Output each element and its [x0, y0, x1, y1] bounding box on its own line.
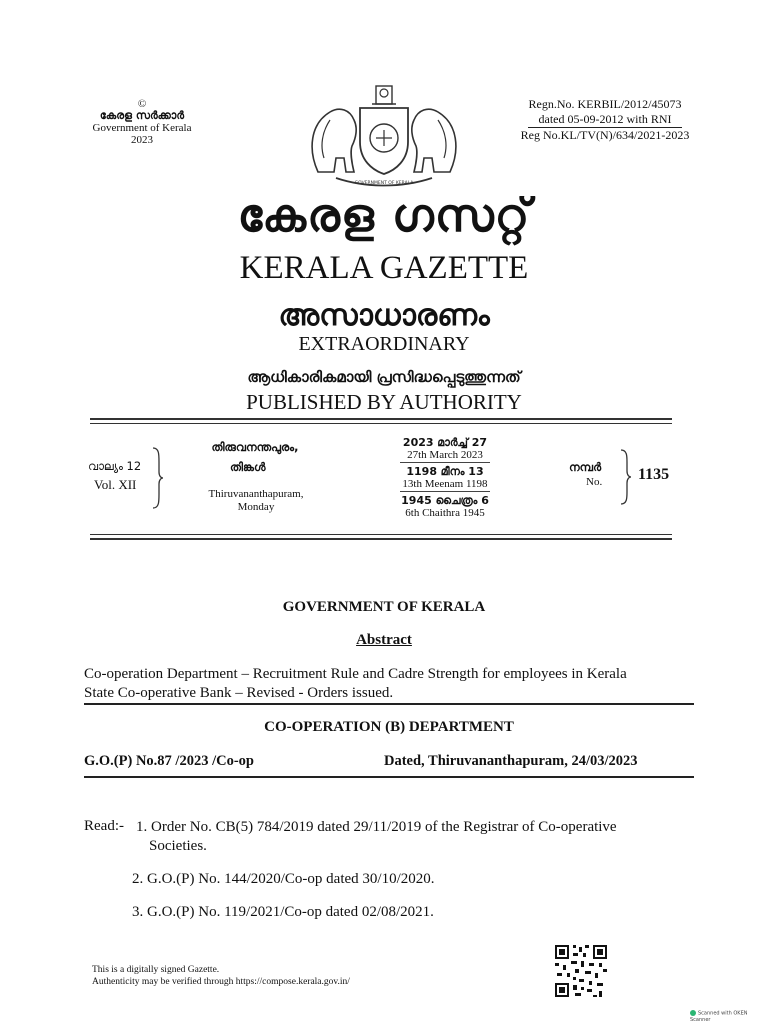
- government-heading: GOVERNMENT OF KERALA: [282, 599, 486, 615]
- department-heading: CO-OPERATION (B) DEPARTMENT: [264, 719, 514, 735]
- read-item-1: [132, 818, 692, 856]
- read-item-1-line-1: 1. Order No. CB(5) 784/2019 dated 29/11/2019 of the Registrar of Co-operative: [136, 819, 617, 835]
- subject-rule: [84, 703, 694, 705]
- place-en: Thiruvananthapuram,: [208, 488, 304, 500]
- emblem-ribbon-text: GOVERNMENT OF KERALA: [354, 181, 414, 186]
- regn-line-2: dated 05-09-2012 with RNI: [528, 112, 682, 128]
- emblem: [296, 80, 472, 190]
- gazette-title-ml: കേരള ഗസറ്റ്: [237, 188, 531, 242]
- subject-line-1: Co-operation Department – Recruitment Rule and Cadre Strength for employees in Kerala: [84, 666, 627, 682]
- gazette-title-en: KERALA GAZETTE: [239, 250, 529, 286]
- date-block: [390, 436, 500, 519]
- top-rule: [90, 418, 672, 420]
- scanner-watermark: [690, 1010, 768, 1023]
- day-ml: തിങ്കൾ: [230, 460, 266, 474]
- issue-number: 1135: [638, 466, 670, 483]
- volume-en: Vol. XII: [94, 477, 137, 492]
- copyright-year: 2023: [131, 134, 153, 146]
- date-malayalam-ml: 1198 മീനം 13: [406, 465, 484, 478]
- registration-block: [500, 97, 710, 143]
- date-saka-ml: 1945 ചൈത്രം 6: [401, 494, 489, 507]
- kerala-state-emblem-icon: [296, 80, 472, 190]
- top-rule-thin: [90, 423, 672, 424]
- copyright-en: Government of Kerala: [92, 122, 192, 134]
- copyright-symbol: ©: [137, 98, 147, 110]
- number-brace-icon: [618, 448, 632, 506]
- regn-line-3: Reg No.KL/TV(N)/634/2021-2023: [520, 128, 690, 142]
- qr-code-icon: [553, 943, 609, 999]
- footer-line-2: Authenticity may be verified through https://compose.kerala.gov.in/: [92, 977, 350, 987]
- volume-brace-icon: [150, 446, 164, 510]
- authority-en: PUBLISHED BY AUTHORITY: [246, 390, 522, 414]
- bottom-rule: [90, 538, 672, 540]
- read-label: Read:-: [84, 818, 124, 834]
- go-number: G.O.(P) No.87 /2023 /Co-op: [84, 753, 254, 769]
- place-en-block: [196, 488, 316, 514]
- authority-ml: ആധികാരികമായി പ്രസിദ്ധപ്പെടുത്തുന്നത്: [247, 368, 521, 386]
- extraordinary-en: EXTRAORDINARY: [298, 333, 470, 355]
- go-rule: [84, 776, 694, 778]
- extraordinary-ml: അസാധാരണം: [278, 298, 490, 333]
- date-gregorian-ml: 2023 മാർച്ച് 27: [402, 436, 488, 449]
- read-item-2: 2. G.O.(P) No. 144/2020/Co-op dated 30/10/2020.: [132, 871, 435, 887]
- read-item-1-line-2: Societies.: [149, 838, 207, 854]
- number-en: No.: [586, 476, 603, 488]
- day-en: Monday: [237, 501, 275, 513]
- subject-text: [84, 665, 696, 703]
- subject-line-2: State Co-operative Bank – Revised - Orders issued.: [84, 685, 394, 701]
- read-item-3: 3. G.O.(P) No. 119/2021/Co-op dated 02/08/2021.: [132, 904, 434, 920]
- volume-ml: വാല്യം 12: [88, 459, 142, 473]
- place-ml: തിരുവനന്തപുരം,: [211, 440, 299, 454]
- place-ml-block: [200, 437, 310, 477]
- abstract-heading: [84, 632, 684, 649]
- number-ml: നമ്പർ: [569, 460, 602, 474]
- bottom-rule-thin: [90, 534, 672, 535]
- go-date: Dated, Thiruvananthapuram, 24/03/2023: [384, 753, 638, 769]
- abstract-label: Abstract: [356, 632, 412, 648]
- date-gregorian-en: 27th March 2023: [407, 449, 483, 461]
- date-saka-en: 6th Chaithra 1945: [405, 507, 485, 519]
- footer-note: [92, 964, 412, 988]
- copyright-ml: കേരള സർക്കാർ: [99, 109, 185, 122]
- scanner-text: Scanned with OKEN Scanner: [690, 1010, 748, 1023]
- scanner-logo-icon: [690, 1010, 696, 1016]
- date-malayalam-en: 13th Meenam 1198: [402, 478, 488, 490]
- copyright-block: [82, 98, 202, 146]
- footer-line-1: This is a digitally signed Gazette.: [92, 965, 220, 975]
- regn-line-1: Regn.No. KERBIL/2012/45073: [528, 97, 682, 111]
